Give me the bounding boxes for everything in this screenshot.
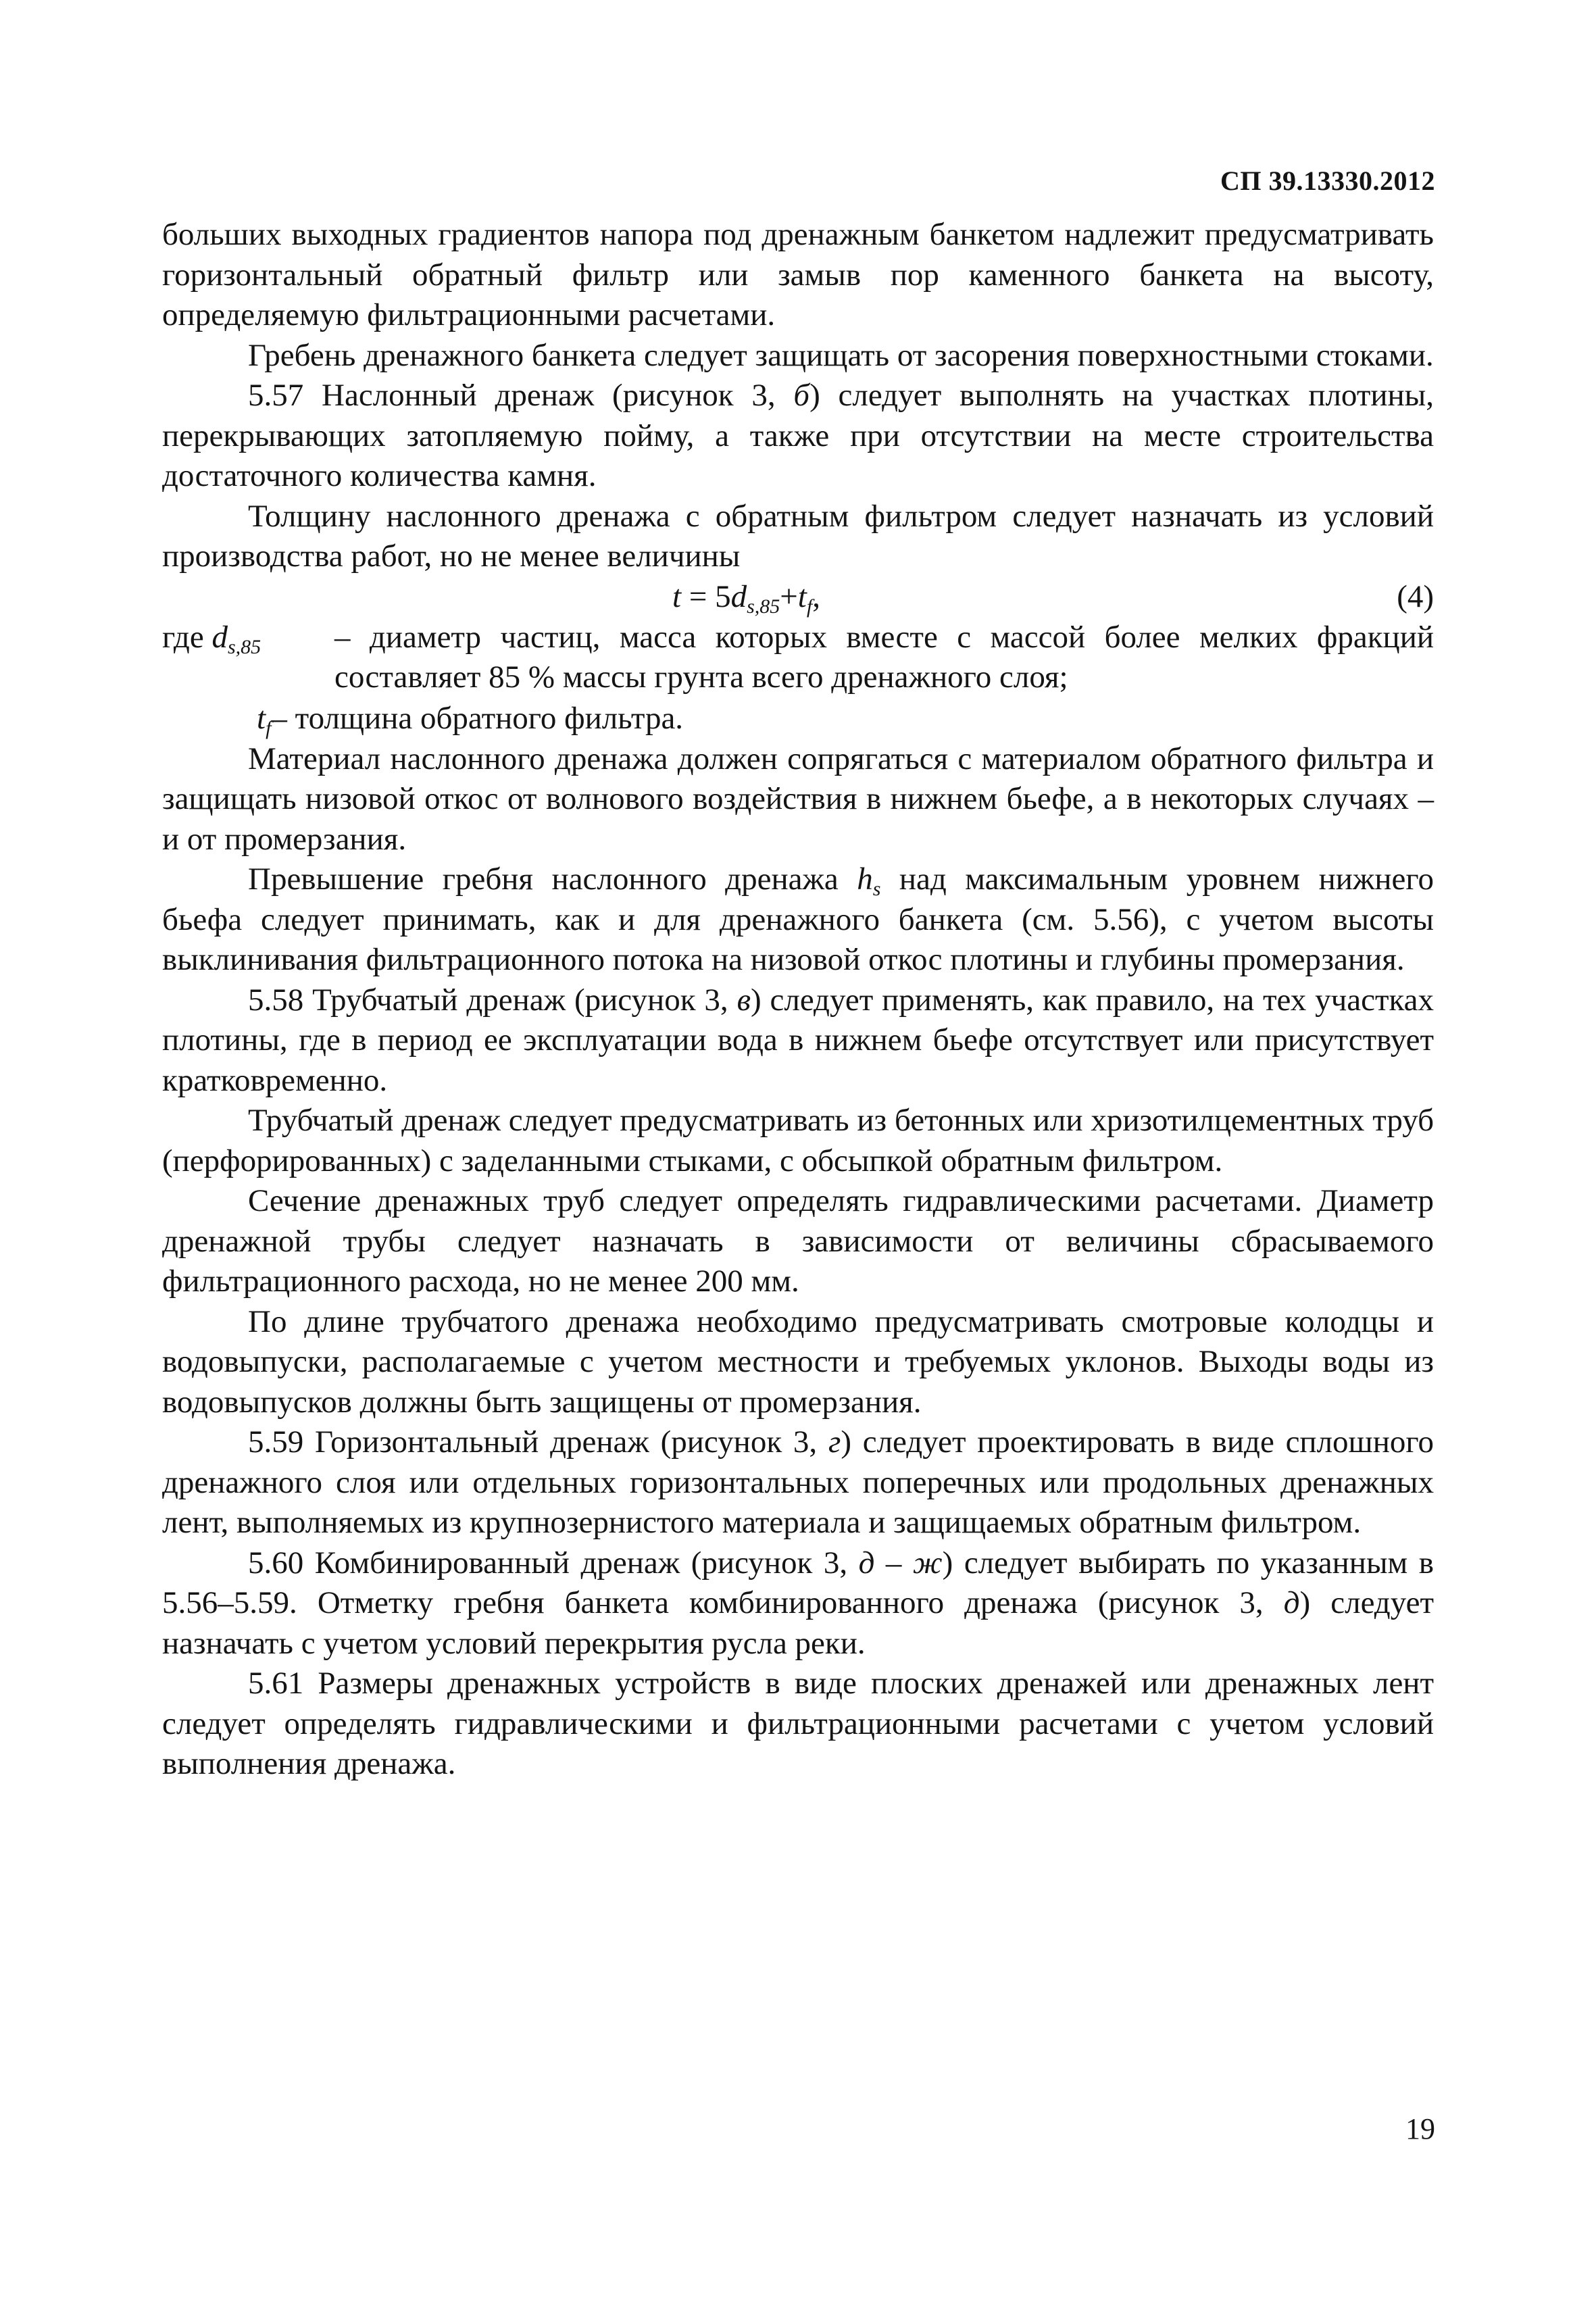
paragraph-5-61: 5.61 Размеры дренажных устройств в виде плоских дренажей или дренажных лент следует определять гидравлическими и фильтрационными расчетами с учетом условий выполнения дренажа.	[162, 1666, 1434, 1781]
paragraph-5-58: 5.58 Трубчатый дренаж (рисунок 3, в) следует применять, как правило, на тех участках плотины, где в период ее эксплуатации вода в нижнем бьефе отсутствует или присутствует кратковременно.	[162, 982, 1434, 1098]
page-number: 19	[1405, 2112, 1435, 2145]
figure-ref: д – ж	[858, 1545, 943, 1580]
paragraph-5-57	[162, 376, 1434, 497]
text-run: ) следует выполнять на участках плотины, перекрывающих затопляемую пойму, а также при отсутствии на месте строительства достаточного количества камня.	[162, 378, 1434, 493]
document-code: СП 39.13330.2012	[1220, 166, 1435, 196]
formula-number: (4)	[1397, 578, 1434, 614]
paragraph-5-59: 5.59 Горизонтальный дренаж (рисунок 3, г) следует проектировать в виде сплошного дренажного слоя или отдельных горизонтальных поперечных или продольных дренажных лент, выполняемых из крупнозернистого материала и защищаемых обратным фильтром.	[162, 1424, 1434, 1540]
paragraph: Превышение гребня наслонного дренажа $h_s$ над максимальным уровнем нижнего бьефа следует принимать, как и для дренажного банкета (см. 5.56), с учетом высоты выклинивания фильтрационного потока на низовой откос плотины и глубины промерзания.	[162, 862, 1434, 977]
paragraph: Трубчатый дренаж следует предусматривать из бетонных или хризотилцементных труб (перфорированных) с заделанными стыками, с обсыпкой обратным фильтром.	[162, 1103, 1434, 1178]
paragraph: больших выходных градиентов напора под дренажным банкетом надлежит предусматривать горизонтальный обратный фильтр или замыв пор каменного банкета на высоту, определяемую фильтрационными расчетами.	[162, 217, 1434, 332]
paragraph: Сечение дренажных труб следует определять гидравлическими расчетами. Диаметр дренажной трубы следует назначать в зависимости от величины сбрасываемого фильтрационного расхода, но не менее 200 мм.	[162, 1183, 1434, 1299]
paragraph: Гребень дренажного банкета следует защищать от засорения поверхностными стоками.	[248, 337, 1434, 373]
figure-ref: д	[1283, 1585, 1300, 1620]
paragraph-5-60: 5.60 Комбинированный дренаж (рисунок 3, д – ж) следует выбирать по указанным в 5.56–5.59. Отметку гребня банкета комбинированного дренажа (рисунок 3, д) следует назначать с учетом условий перекрытия русла реки.	[162, 1545, 1435, 1661]
paragraph: Толщину наслонного дренажа с обратным фильтром следует назначать из условий производства работ, но не менее величины	[162, 498, 1434, 574]
definition-tf: $t_f-$ толщина обратного фильтра.	[257, 700, 684, 739]
document-body	[162, 215, 1434, 1785]
paragraph: Материал наслонного дренажа должен сопрягаться с материалом обратного фильтра и защищать низовой откос от волнового воздействия в нижнем бьефе, а в некоторых случаях – и от промерзания.	[162, 741, 1434, 857]
text-run: 5.57 Наслонный дренаж (рисунок 3,	[248, 378, 794, 413]
figure-ref: в	[737, 982, 751, 1018]
definition-text: – диаметр частиц, масса которых вместе с массой более мелких фракций составляет 85 % массы грунта всего дренажного слоя;	[334, 619, 1434, 695]
figure-ref: б	[793, 378, 810, 413]
paragraph: По длине трубчатого дренажа необходимо предусматривать смотровые колодцы и водовыпуски, располагаемые с учетом местности и требуемых уклонов. Выходы воды из водовыпусков должны быть защищены от промерзания.	[162, 1303, 1434, 1420]
definition-symbol: где $d_{s,85}$	[162, 619, 261, 658]
figure-ref: г	[828, 1424, 841, 1460]
definition-ds85	[162, 618, 1434, 699]
formula-4	[162, 577, 1434, 618]
formula-expression: $t = 5d_{s,85}+t_f$,	[672, 578, 820, 618]
